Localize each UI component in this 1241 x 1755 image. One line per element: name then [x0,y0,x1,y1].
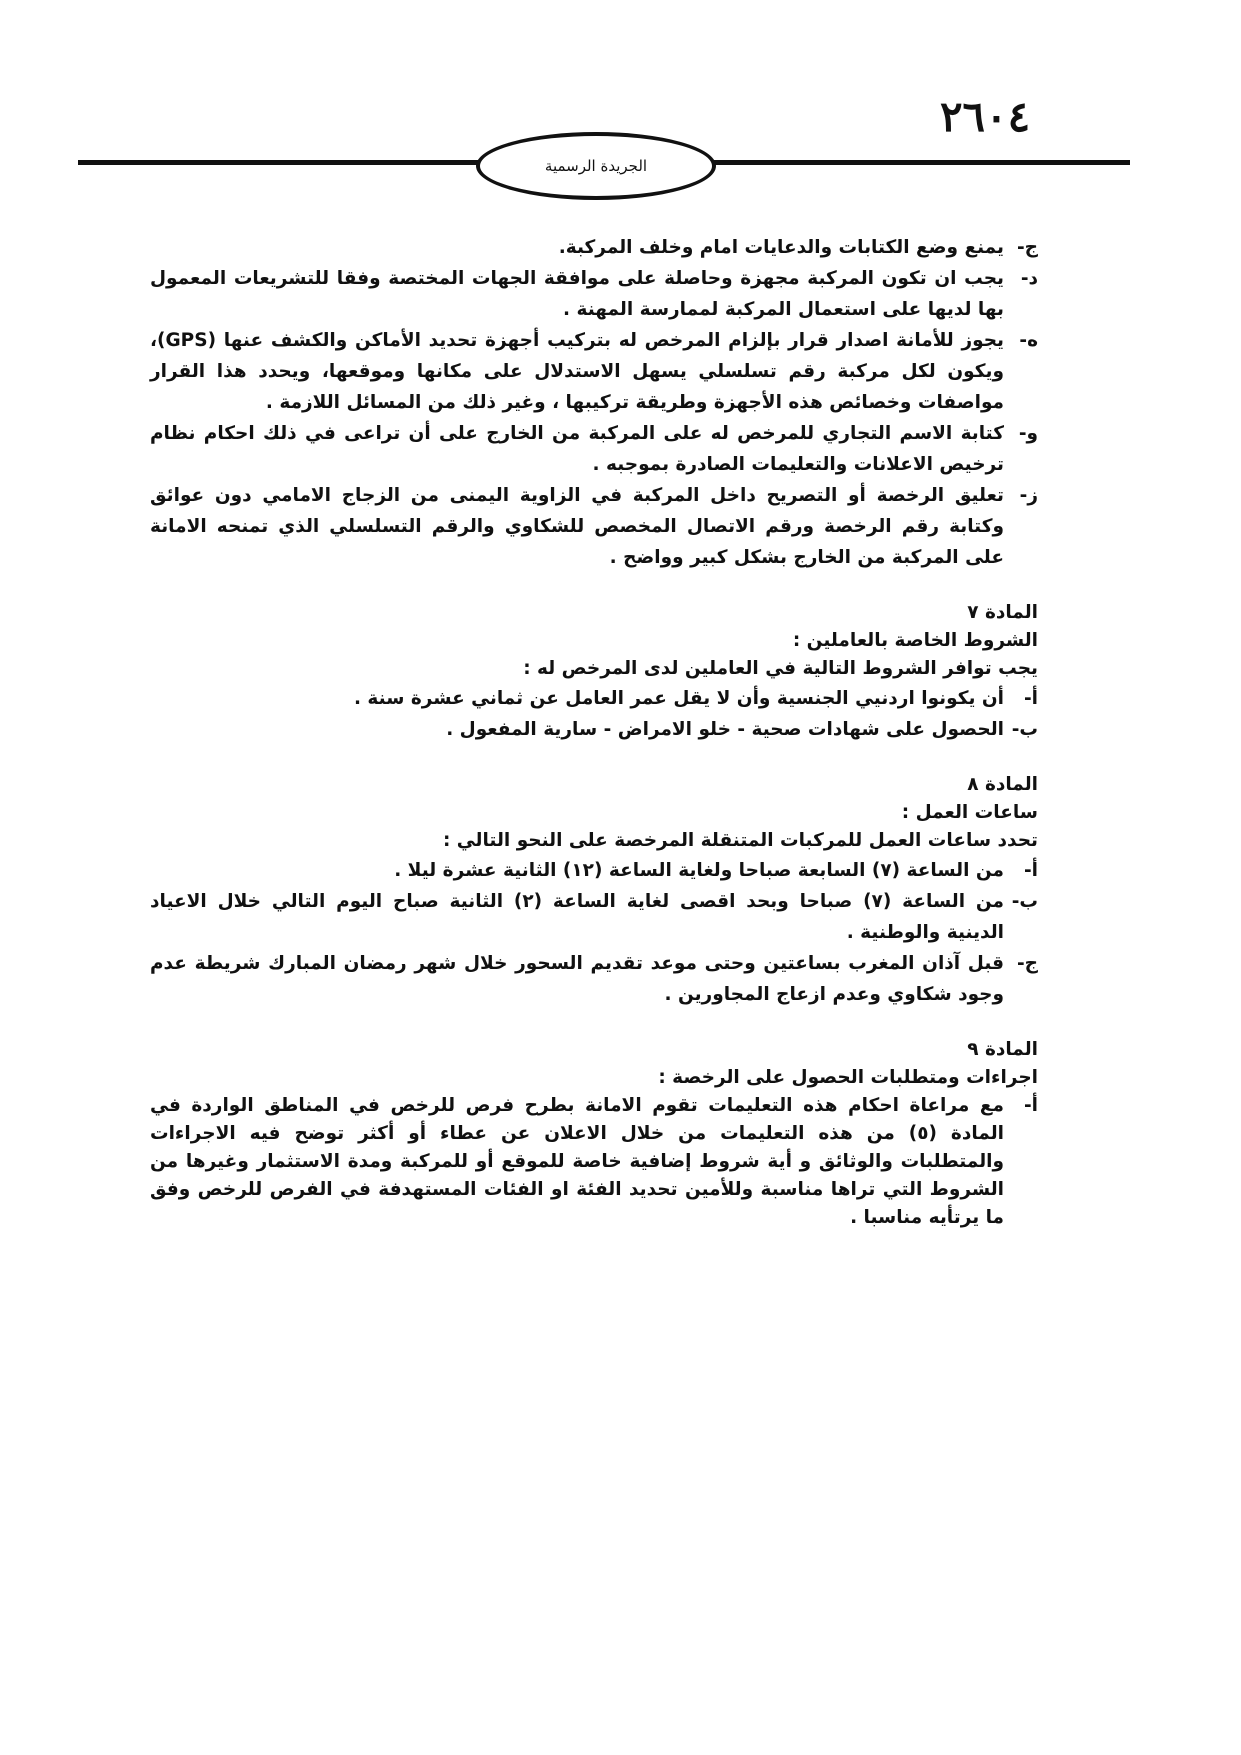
list-item [150,714,1038,745]
article-9 [150,1036,1038,1232]
gazette-title: الجريدة الرسمية [544,157,648,175]
item-marker: ب- [1011,891,1038,912]
article-8 [150,771,1038,1010]
header-rule-left [78,160,480,165]
item-marker: أ- [1023,860,1038,881]
article-intro: يجب توافر الشروط التالية في العاملين لدى المرخص له : [523,658,1038,679]
list-item [150,886,1038,948]
item-marker: و- [1018,423,1038,444]
item-marker: ج- [1016,237,1038,258]
article-subheading: اجراءات ومتطلبات الحصول على الرخصة : [658,1067,1038,1088]
list-item [150,418,1038,480]
document-body [150,232,1038,1232]
article-heading: المادة ٩ [967,1039,1038,1060]
item-marker: أ- [1023,688,1038,709]
item-text: كتابة الاسم التجاري للمرخص له على المركبة من الخارج على أن تراعى في ذلك احكام نظام ترخيص الاعلانات والتعليمات الصادرة بموجبه . [150,423,1004,475]
page-number: ٢٦٠٤ [940,92,1031,141]
list-item [150,232,1038,263]
item-text: أن يكونوا اردنيي الجنسية وأن لا يقل عمر العامل عن ثماني عشرة سنة . [353,688,1004,709]
item-marker: د- [1020,268,1038,289]
list-item [150,263,1038,325]
block1-list [150,232,1038,573]
list-item [150,325,1038,418]
article-intro: تحدد ساعات العمل للمركبات المتنقلة المرخصة على النحو التالي : [442,830,1038,851]
item-marker: ب- [1011,719,1038,740]
item-text: مع مراعاة احكام هذه التعليمات تقوم الامانة بطرح فرص للرخص في المناطق الواردة في المادة (٥) من هذه التعليمات من خلال الاعلان عن عطاء أو أكثر توضح فيه الاجراءات والمتطلبات والوثائق و أية شروط إضافية خاصة للموقع أو للمركبة ومدة الاستثمار وغيرها من الشروط التي تراها مناسبة وللأمين تحديد الفئة او الفئات المستهدفة في الفرص للرخص وفق ما يرتأيه مناسبا . [150,1095,1004,1228]
item-text: من الساعة (٧) السابعة صباحا ولغاية الساعة (١٢) الثانية عشرة ليلا . [394,860,1004,881]
item-text: يجب ان تكون المركبة مجهزة وحاصلة على موافقة الجهات المختصة وفقا للتشريعات المعمول بها لديها على استعمال المركبة لممارسة المهنة . [150,268,1004,320]
item-text: من الساعة (٧) صباحا وبحد اقصى لغاية الساعة (٢) الثانية صباح اليوم التالي خلال الاعياد الدينية والوطنية . [150,891,1005,943]
item-text: الحصول على شهادات صحية - خلو الامراض - سارية المفعول . [446,719,1004,740]
article-heading: المادة ٨ [967,774,1038,795]
article-7 [150,599,1038,745]
article-subheading: ساعات العمل : [901,802,1038,823]
list-item [150,1092,1038,1232]
item-marker: ج- [1016,953,1038,974]
header-rule-right [706,160,1130,165]
article-subheading: الشروط الخاصة بالعاملين : [792,630,1038,651]
item-text: تعليق الرخصة أو التصريح داخل المركبة في الزاوية اليمنى من الزجاج الامامي دون عوائق وكتابة رقم الرخصة ورقم الاتصال المخصص للشكاوي والرقم التسلسلي الذي تمنحه الامانة على المركبة من الخارج بشكل كبير وواضح . [150,485,1004,568]
article-heading: المادة ٧ [967,602,1038,623]
list-item [150,855,1038,886]
item-text: يمنع وضع الكتابات والدعايات امام وخلف المركبة. [558,237,1004,258]
list-item [150,683,1038,714]
item-marker: ز- [1019,485,1038,506]
list-item [150,480,1038,573]
list-item [150,948,1038,1010]
gazette-title-oval [476,132,716,200]
item-text: قبل آذان المغرب بساعتين وحتى موعد تقديم السحور خلال شهر رمضان المبارك شريطة عدم وجود شكاوي وعدم ازعاج المجاورين . [150,953,1004,1005]
item-marker: أ- [1023,1095,1038,1116]
item-text: يجوز للأمانة اصدار قرار بإلزام المرخص له بتركيب أجهزة تحديد الأماكن والكشف عنها (GPS)، ويكون لكل مركبة رقم تسلسلي يسهل الاستدلال على مكانها وموقعها، ويحدد هذا القرار مواصفات وخصائص هذه الأجهزة وطريقة تركيبها ، وغير ذلك من المسائل اللازمة . [150,330,1004,413]
item-marker: ه- [1019,330,1038,351]
